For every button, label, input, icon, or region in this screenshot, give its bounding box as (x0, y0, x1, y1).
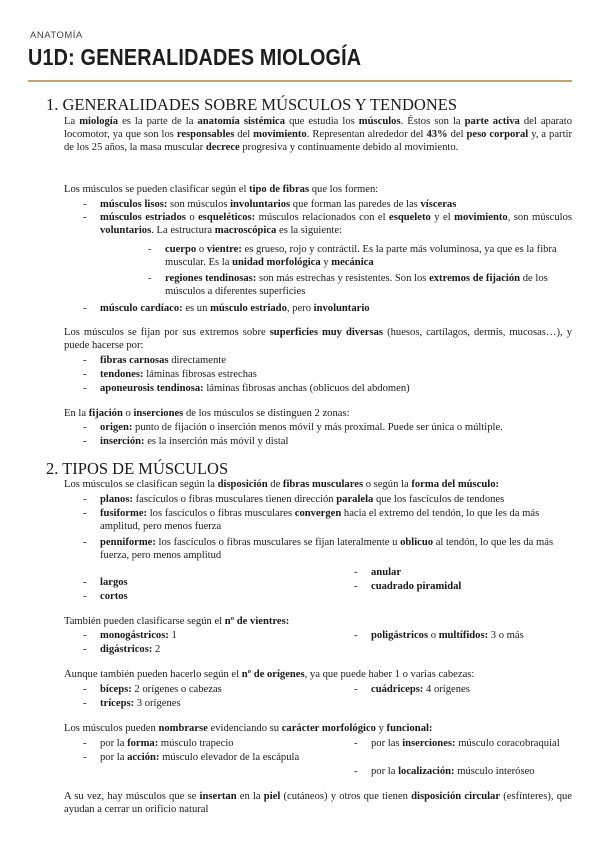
s1-paragraph-1: La miología es la parte de la anatomía sistémica que estudia los músculos. Éstos son la parte activa del aparato locomotor, ya que son los responsables del movimiento. Representan alrededor del 43% del peso corporal y, a partir de los 25 años, la masa muscular decrece progresiva y continuamente debido al movimiento. (64, 116, 572, 154)
list-dash: - (83, 494, 87, 505)
list-item: músculos lisos: son músculos involuntarios que forman las paredes de las vísceras (100, 199, 457, 210)
s1-paragraph-3: Los músculos se fijan por sus extremos sobre superficies muy diversas (huesos, cartílagos, dermis, mucosas…), y puede hacerse por: (64, 327, 572, 352)
list-dash: - (354, 581, 358, 592)
list-dash: - (83, 591, 87, 602)
list-dash: - (83, 436, 87, 447)
s2-paragraph-5: A su vez, hay músculos que se insertan en la piel (cutáneos) y otros que tienen disposición circular (esfínteres), que ayudan a cerrar un orificio natural (64, 791, 573, 816)
list-item: largos (100, 577, 128, 588)
list-item: por la forma: músculo trapecio (100, 738, 234, 749)
s1-paragraph-4: En la fijación o inserciones de los músculos se distinguen 2 zonas: (64, 408, 350, 419)
list-item: bíceps: 2 orígenes o cabezas (100, 684, 222, 695)
list-item: músculo cardíaco: es un músculo estriado, pero involuntario (100, 303, 370, 314)
list-item: inserción: es la inserción más móvil y distal (100, 436, 289, 447)
list-dash: - (83, 577, 87, 588)
subject-label: ANATOMÍA (30, 30, 83, 41)
list-item: monogástricos: 1 (100, 630, 177, 641)
list-item: cuerpo o vientre: es grueso, rojo y contráctil. Es la parte más voluminosa, ya que es la fibra muscular. Es la unidad morfológica y mecánica (165, 244, 557, 269)
s2-paragraph-4: Los músculos pueden nombrarse evidenciando su carácter morfológico y funcional: (64, 723, 433, 734)
list-dash: - (83, 684, 87, 695)
list-item: cortos (100, 591, 128, 602)
list-item: origen: punto de fijación o inserción menos móvil y más proximal. Puede ser única o múltiple. (100, 422, 503, 433)
list-dash: - (83, 422, 87, 433)
list-dash: - (83, 199, 87, 210)
list-item: aponeurosis tendinosa: láminas fibrosas anchas (oblicuos del abdomen) (100, 383, 410, 394)
list-item: por las inserciones: músculo coracobraquial (371, 738, 560, 749)
section-1-heading: 1. GENERALIDADES SOBRE MÚSCULOS Y TENDONES (46, 95, 457, 114)
list-item: digástricos: 2 (100, 644, 161, 655)
list-dash: - (83, 630, 87, 641)
list-item: tríceps: 3 orígenes (100, 698, 181, 709)
list-item: cuadrado piramidal (371, 581, 462, 592)
list-item: por la acción: músculo elevador de la escápula (100, 752, 300, 763)
list-dash: - (354, 738, 358, 749)
list-item: músculos estriados o esqueléticos: músculos relacionados con el esqueleto y el movimiento, son músculos voluntarios. La estructura macroscópica es la siguiente: (100, 212, 573, 237)
list-item: fibras carnosas directamente (100, 355, 226, 366)
s1-paragraph-2: Los músculos se pueden clasificar según el tipo de fibras que los formen: (64, 184, 379, 195)
list-item: anular (371, 567, 402, 578)
list-item: poligástricos o multífidos: 3 o más (371, 630, 524, 641)
list-dash: - (83, 752, 87, 763)
list-item: tendones: láminas fibrosas estrechas (100, 369, 257, 380)
list-item: fusiforme: los fascículos o fibras musculares convergen hacia el extremo del tendón, lo que les da más amplitud, pero menos fuerza (100, 508, 540, 533)
title-rule (28, 80, 572, 82)
s2-paragraph-1: Los músculos se clasifican según la disposición de fibras musculares o según la forma del músculo: (64, 479, 500, 490)
list-dash: - (83, 355, 87, 366)
list-dash: - (83, 383, 87, 394)
list-dash: - (148, 273, 152, 284)
list-item: regiones tendinosas: son más estrechas y resistentes. Son los extremos de fijación de los músculos a diferentes superficies (165, 273, 548, 298)
list-dash: - (83, 212, 87, 223)
list-dash: - (83, 303, 87, 314)
list-dash: - (83, 369, 87, 380)
list-dash: - (83, 508, 87, 519)
list-dash: - (354, 630, 358, 641)
section-2-heading: 2. TIPOS DE MÚSCULOS (46, 459, 229, 478)
list-item: por la localización: músculo interóseo (371, 766, 535, 777)
list-dash: - (354, 567, 358, 578)
list-dash: - (148, 244, 152, 255)
s2-paragraph-3: Aunque también pueden hacerlo según el nº de orígenes, ya que puede haber 1 o varias cabezas: (64, 669, 475, 680)
list-dash: - (83, 537, 87, 548)
list-dash: - (83, 698, 87, 709)
list-item: planos: fascículos o fibras musculares tienen dirección paralela que los fascículos de tendones (100, 494, 505, 505)
list-item: penniforme: los fascículos o fibras musculares se fijan lateralmente u oblicuo al tendón, lo que les da más fuerza, pero menos amplitud (100, 537, 554, 562)
page-title: U1D: GENERALIDADES MIOLOGÍA (28, 44, 362, 70)
s2-paragraph-2: También pueden clasificarse según el nº de vientres: (64, 616, 290, 627)
list-dash: - (354, 766, 358, 777)
list-dash: - (354, 684, 358, 695)
list-dash: - (83, 738, 87, 749)
list-dash: - (83, 644, 87, 655)
list-item: cuádriceps: 4 orígenes (371, 684, 470, 695)
